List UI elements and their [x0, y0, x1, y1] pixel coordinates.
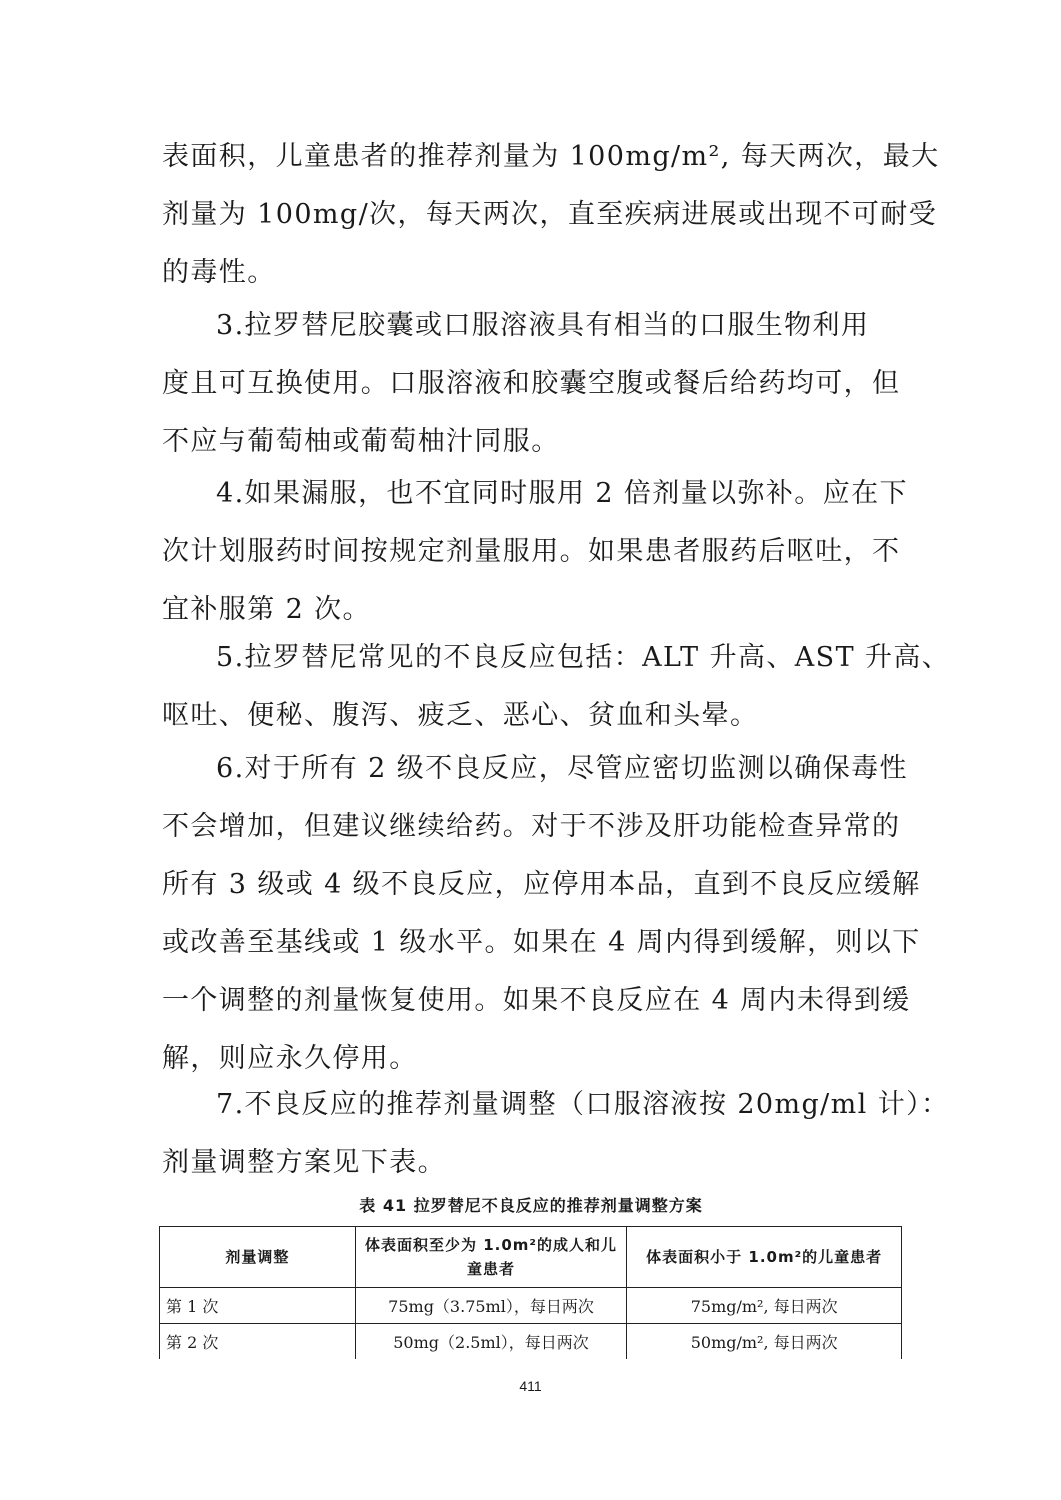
paragraph-item-5 — [162, 629, 951, 745]
table-cell: 第 1 次 — [160, 1288, 356, 1324]
table-header-row — [160, 1227, 902, 1288]
dose-adjustment-table — [159, 1226, 902, 1359]
text-line: 所有 3 级或 4 级不良反应，应停用本品，直到不良反应缓解 — [162, 869, 921, 900]
text-line: 不应与葡萄柚或葡萄柚汁同服。 — [162, 426, 560, 457]
text-line: 的毒性。 — [162, 257, 276, 288]
text-line: 7.不良反应的推荐剂量调整（口服溶液按 20mg/ml 计）： — [216, 1089, 950, 1120]
paragraph-dosage-continued — [162, 128, 940, 302]
text-line: 解，则应永久停用。 — [162, 1043, 418, 1074]
text-line: 剂量调整方案见下表。 — [162, 1147, 446, 1178]
paragraph-item-7 — [162, 1076, 950, 1192]
text-line: 3.拉罗替尼胶囊或口服溶液具有相当的口服生物利用 — [216, 310, 870, 341]
header-child-bsa: 体表面积小于 1.0m²的儿童患者 — [627, 1227, 902, 1288]
header-adult-bsa: 体表面积至少为 1.0m²的成人和儿童患者 — [355, 1227, 627, 1288]
text-line: 次计划服药时间按规定剂量服用。如果患者服药后呕吐，不 — [162, 536, 901, 567]
table-row — [160, 1288, 902, 1324]
paragraph-item-3 — [162, 297, 902, 471]
text-line: 不会增加，但建议继续给药。对于不涉及肝功能检查异常的 — [162, 811, 901, 842]
table-caption: 表 41 拉罗替尼不良反应的推荐剂量调整方案 — [359, 1196, 703, 1215]
text-line: 表面积，儿童患者的推荐剂量为 100mg/m², 每天两次，最大 — [162, 141, 940, 172]
table-row — [160, 1324, 902, 1360]
paragraph-item-4 — [162, 465, 908, 639]
text-line: 一个调整的剂量恢复使用。如果不良反应在 4 周内未得到缓 — [162, 985, 911, 1016]
table-cell: 第 2 次 — [160, 1324, 356, 1360]
header-dose-adjustment: 剂量调整 — [160, 1227, 356, 1288]
text-line: 宜补服第 2 次。 — [162, 594, 371, 625]
text-line: 5.拉罗替尼常见的不良反应包括：ALT 升高、AST 升高、 — [216, 642, 951, 673]
text-line: 呕吐、便秘、腹泻、疲乏、恶心、贫血和头晕。 — [162, 700, 759, 731]
table-cell: 75mg/m², 每日两次 — [627, 1288, 902, 1324]
page-number: 411 — [519, 1378, 542, 1394]
table-cell: 50mg/m², 每日两次 — [627, 1324, 902, 1360]
paragraph-item-6 — [162, 740, 921, 1088]
text-line: 剂量为 100mg/次，每天两次，直至疾病进展或出现不可耐受 — [162, 199, 938, 230]
text-line: 4.如果漏服，也不宜同时服用 2 倍剂量以弥补。应在下 — [216, 478, 908, 509]
text-line: 度且可互换使用。口服溶液和胶囊空腹或餐后给药均可，但 — [162, 368, 901, 399]
text-line: 6.对于所有 2 级不良反应，尽管应密切监测以确保毒性 — [216, 753, 908, 784]
table-cell: 75mg（3.75ml），每日两次 — [355, 1288, 627, 1324]
table-cell: 50mg（2.5ml），每日两次 — [355, 1324, 627, 1360]
text-line: 或改善至基线或 1 级水平。如果在 4 周内得到缓解，则以下 — [162, 927, 921, 958]
